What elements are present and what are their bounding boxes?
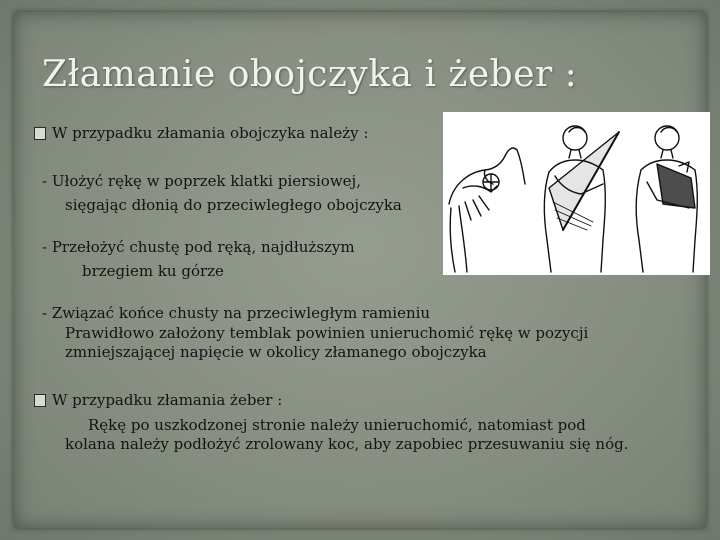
section1-heading: W przypadku złamania obojczyka należy : [52, 124, 369, 142]
bullet-icon [34, 394, 46, 407]
sling-bandage-illustration [443, 112, 710, 275]
step1-line1: - Ułożyć rękę w poprzek klatki piersiowej, [42, 172, 361, 190]
section2-heading-row [34, 391, 282, 409]
section1-heading-row [34, 124, 368, 142]
step3-line1: - Związać końce chusty na przeciwległym ramieniu [42, 304, 431, 322]
section2-line2: kolana należy podłożyć zrolowany koc, aby zapobiec przesuwaniu się nóg. [65, 435, 629, 453]
section2-line1: Rękę po uszkodzonej stronie należy unieruchomić, natomiast pod [88, 416, 586, 434]
slide-title: Złamanie obojczyka i żeber : [42, 54, 578, 95]
bullet-icon [34, 127, 46, 140]
step2-line2: brzegiem ku górze [82, 262, 224, 280]
step3-line2: Prawidłowo założony temblak powinien unieruchomić rękę w pozycji [65, 324, 589, 342]
section2-heading: W przypadku złamania żeber : [52, 391, 283, 409]
sling-illustration-svg [443, 112, 710, 275]
step3-line3: zmniejszającej napięcie w okolicy złamanego obojczyka [65, 343, 487, 361]
step1-line2: sięgając dłonią do przeciwległego obojczyka [65, 196, 402, 214]
step2-line1: - Przełożyć chustę pod ręką, najdłuższym [42, 238, 355, 256]
